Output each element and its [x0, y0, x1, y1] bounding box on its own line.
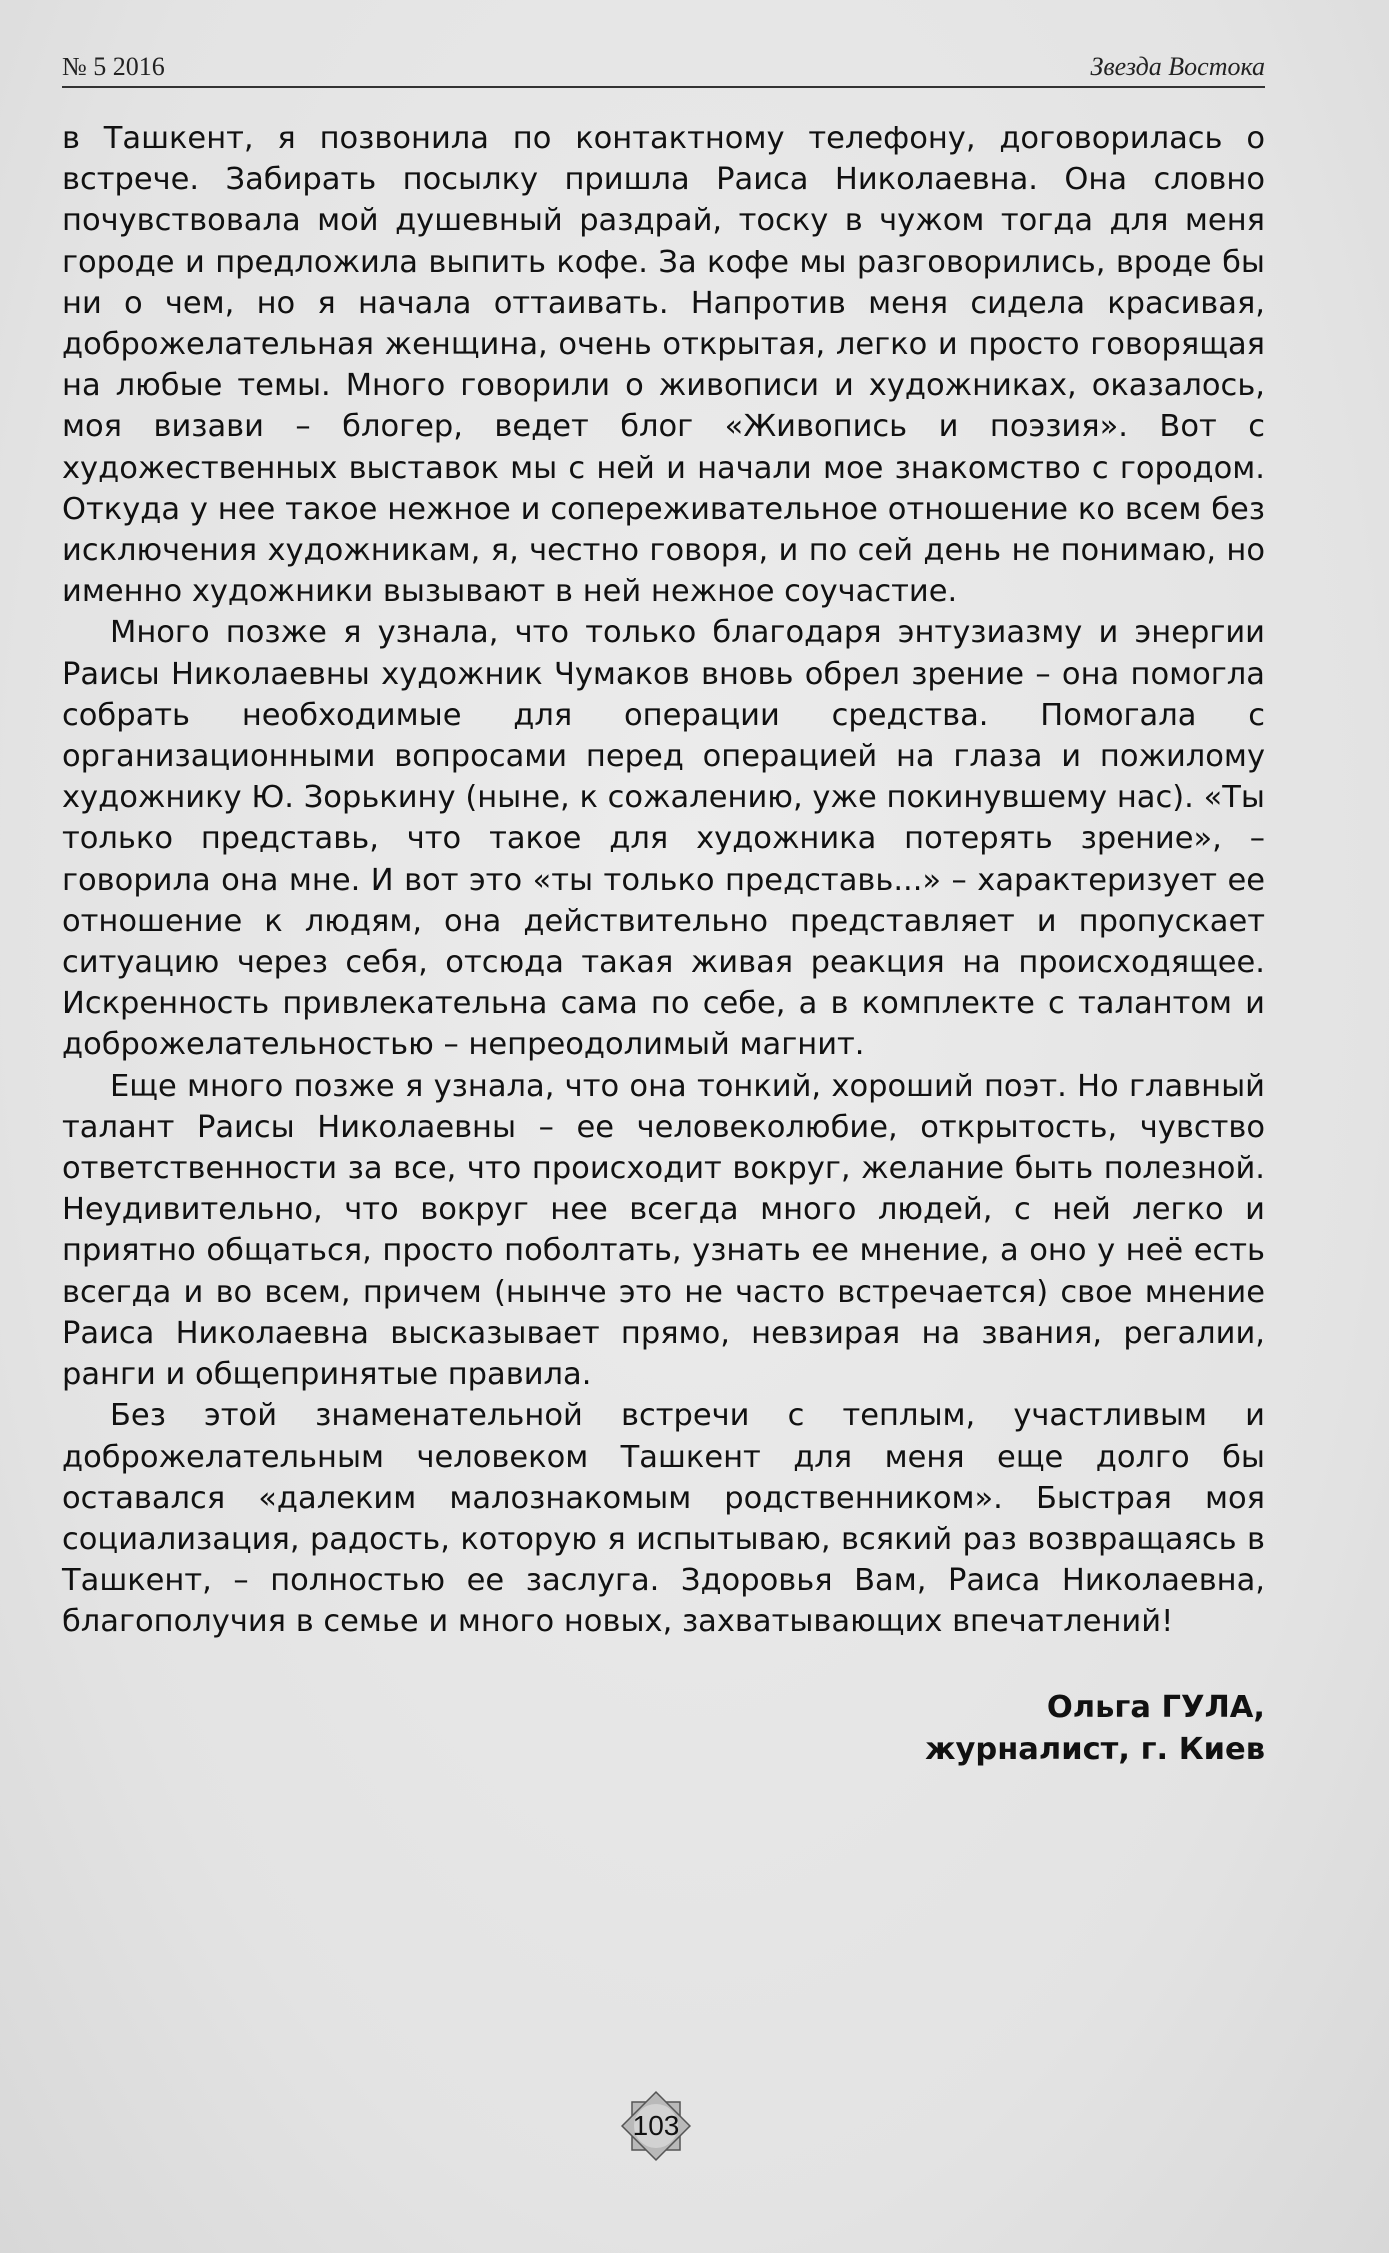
paragraph-4: Без этой знаменательной встречи с теплым, участливым и доброжелательным человеком Ташкент для меня еще долго бы оставался «далеким малознакомым родственником». Быстрая моя социализация, радость, которую я испытываю, всякий раз возвращаясь в Ташкент, – полностью ее заслуга. Здоровья Вам, Раиса Николаевна, благополучия в семье и много новых, захватывающих впечатлений! [62, 1398, 1265, 1640]
issue-number: № 5 2016 [62, 52, 165, 81]
paragraph-2: Много позже я узнала, что только благодаря энтузиазму и энергии Раисы Николаевны художник Чумаков вновь обрел зрение – она помогла собрать необходимые для операции средства. Помогала с организационными вопросами перед операцией на глаза и пожилому художнику Ю. Зорькину (ныне, к сожалению, уже покинувшему нас). «Ты только представь, что такое для художника потерять зрение», – говорила она мне. И вот это «ты только представь...» – характеризует ее отношение к людям, она действительно представляет и пропускает ситуацию через себя, отсюда такая живая реакция на происходящее. Искренность привлекательна сама по себе, а в комплекте с талантом и доброжелательностью – непреодолимый магнит. [62, 615, 1265, 1063]
paragraph-1: в Ташкент, я позвонила по контактному телефону, договорилась о встрече. Забирать посылку пришла Раиса Николаевна. Она словно почувствовала мой душевный раздрай, тоску в чужом тогда для меня городе и предложила выпить кофе. За кофе мы разговорились, вроде бы ни о чем, но я начала оттаивать. Напротив меня сидела красивая, доброжелательная женщина, очень открытая, легко и просто говорящая на любые темы. Много говорили о живописи и художниках, оказалось, моя визави – блогер, ведет блог «Живопись и поэзия». Вот с художественных выставок мы с ней и начали мое знакомство с городом. Откуда у нее такое нежное и сопереживательное отношение ко всем без исключения художникам, я, честно говоря, и по сей день не понимаю, но именно художники вызывают в ней нежное соучастие. [62, 121, 1265, 610]
header-divider [62, 86, 1265, 88]
paragraph-3: Еще много позже я узнала, что она тонкий, хороший поэт. Но главный талант Раисы Николаевны – ее человеколюбие, открытость, чувство ответственности за все, что происходит вокруг, желание быть полезной. Неудивительно, что вокруг нее всегда много людей, с ней легко и приятно общаться, просто поболтать, узнать ее мнение, а оно у неё есть всегда и во всем, причем (нынче это не часто встречается) свое мнение Раиса Николаевна высказывает прямо, невзирая на звания, регалии, ранги и общепринятые правила. [62, 1068, 1265, 1393]
page-number: 103 [632, 2110, 680, 2141]
author-signature [62, 1687, 1265, 1771]
running-header [62, 42, 1265, 82]
author-name: Ольга ГУЛА, [1046, 1689, 1265, 1725]
page-number-badge [620, 2090, 692, 2162]
journal-title: Звезда Востока [1090, 52, 1265, 81]
article-body [62, 118, 1265, 1771]
author-role: журналист, г. Киев [925, 1731, 1265, 1767]
